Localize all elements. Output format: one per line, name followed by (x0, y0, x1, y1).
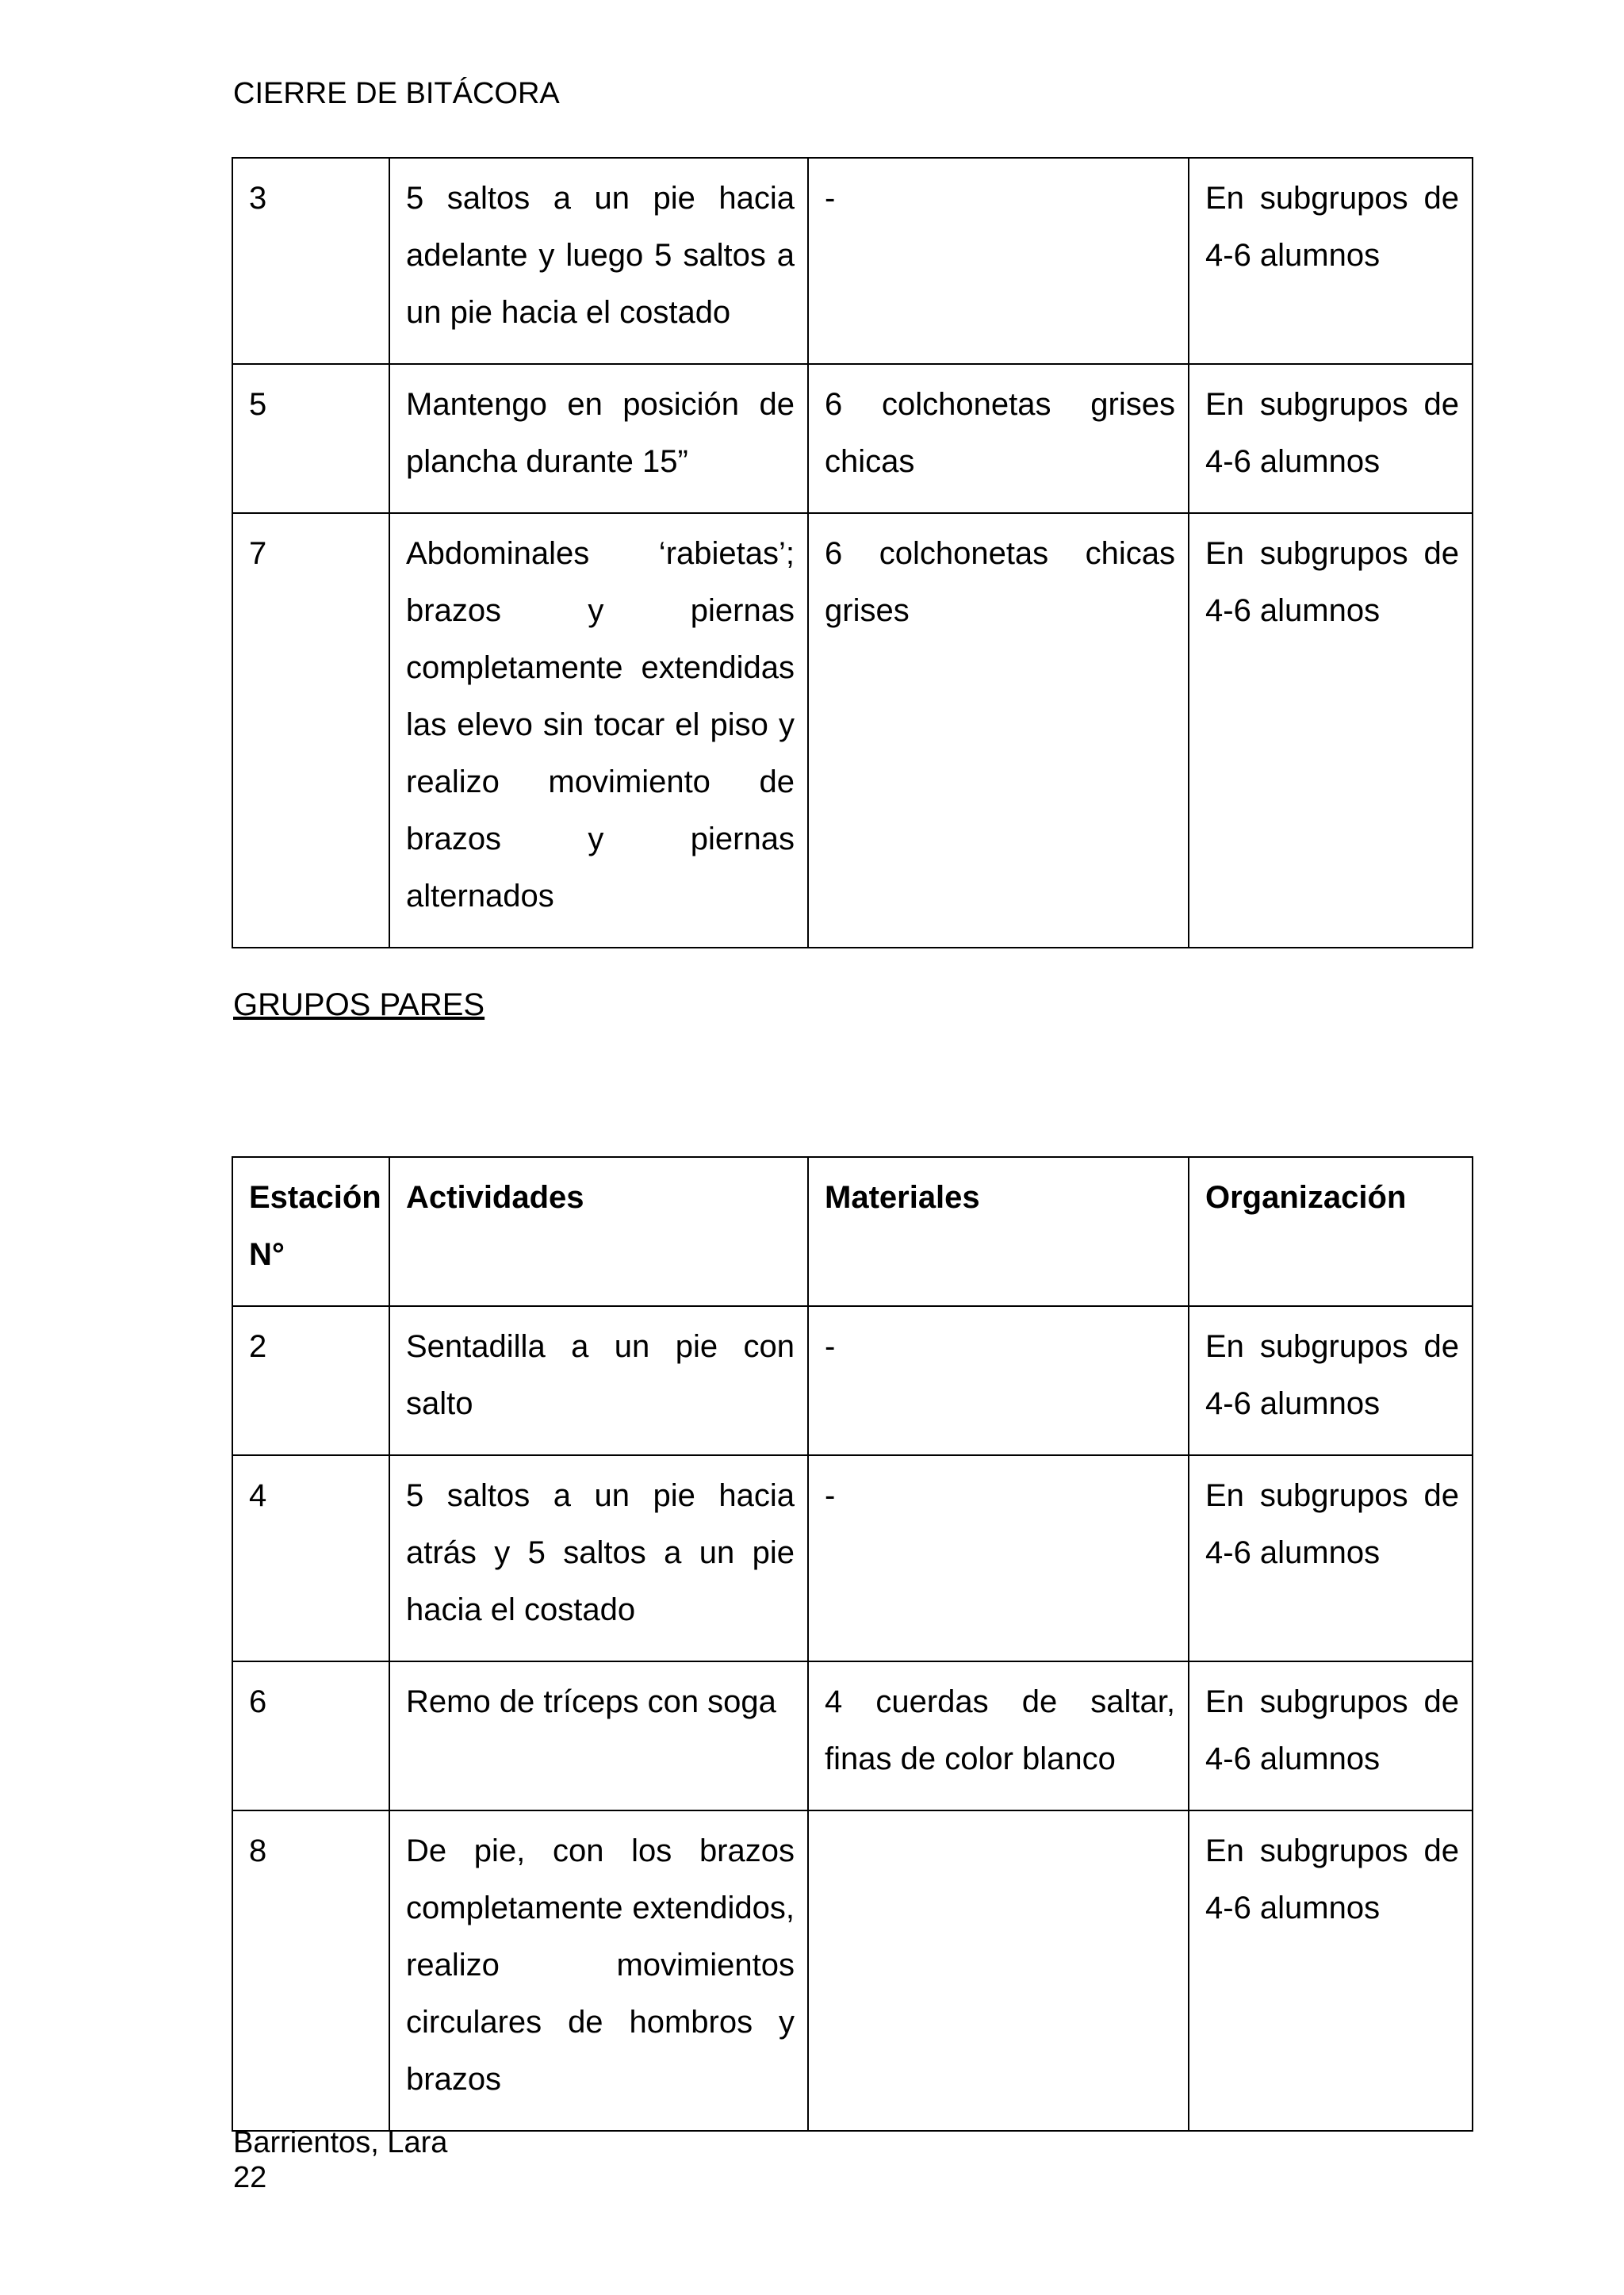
organization-cell: En subgrupos de 4-6 alumnos (1189, 1661, 1473, 1810)
station-number-cell: 2 (232, 1306, 389, 1455)
materials-cell: - (808, 1455, 1189, 1661)
materials-cell: 6 colchonetas chicas grises (808, 513, 1189, 948)
header-activities: Actividades (389, 1157, 808, 1306)
station-number-cell: 8 (232, 1810, 389, 2131)
stations-table-even (232, 1156, 1473, 2132)
materials-cell (808, 1810, 1189, 2131)
table-header-row (232, 1157, 1473, 1306)
organization-cell: En subgrupos de 4-6 alumnos (1189, 513, 1473, 948)
station-number-cell: 3 (232, 158, 389, 364)
activity-cell: Remo de tríceps con soga (389, 1661, 808, 1810)
activity-cell: Abdominales ‘rabietas’; brazos y piernas completamente extendidas las elevo sin tocar el piso y realizo movimiento de brazos y piernas alternados (389, 513, 808, 948)
table-row (232, 1306, 1473, 1455)
activity-cell: 5 saltos a un pie hacia adelante y luego 5 saltos a un pie hacia el costado (389, 158, 808, 364)
page-header-title: CIERRE DE BITÁCORA (233, 77, 560, 110)
materials-cell: - (808, 158, 1189, 364)
activity-cell: 5 saltos a un pie hacia atrás y 5 saltos a un pie hacia el costado (389, 1455, 808, 1661)
organization-cell: En subgrupos de 4-6 alumnos (1189, 1306, 1473, 1455)
table-row (232, 513, 1473, 948)
section-title-grupos-pares: GRUPOS PARES (233, 987, 485, 1022)
station-number-cell: 5 (232, 364, 389, 513)
organization-cell: En subgrupos de 4-6 alumnos (1189, 158, 1473, 364)
materials-cell: - (808, 1306, 1189, 1455)
header-organization: Organización (1189, 1157, 1473, 1306)
footer-author: Barrientos, Lara (233, 2126, 448, 2159)
materials-cell: 6 colchonetas grises chicas (808, 364, 1189, 513)
organization-cell: En subgrupos de 4-6 alumnos (1189, 364, 1473, 513)
activity-cell: Mantengo en posición de plancha durante 15” (389, 364, 808, 513)
activity-cell: Sentadilla a un pie con salto (389, 1306, 808, 1455)
station-number-cell: 4 (232, 1455, 389, 1661)
station-number-cell: 7 (232, 513, 389, 948)
table-row (232, 1810, 1473, 2131)
table-row (232, 1455, 1473, 1661)
materials-cell: 4 cuerdas de saltar, finas de color blanco (808, 1661, 1189, 1810)
header-materials: Materiales (808, 1157, 1189, 1306)
activity-cell: De pie, con los brazos completamente extendidos, realizo movimientos circulares de hombros y brazos (389, 1810, 808, 2131)
footer-page-number: 22 (233, 2161, 267, 2194)
table-row (232, 1661, 1473, 1810)
header-station: Estación N° (232, 1157, 389, 1306)
table-row (232, 158, 1473, 364)
organization-cell: En subgrupos de 4-6 alumnos (1189, 1810, 1473, 2131)
stations-table-odd (232, 157, 1473, 948)
organization-cell: En subgrupos de 4-6 alumnos (1189, 1455, 1473, 1661)
page-footer (233, 2125, 447, 2195)
station-number-cell: 6 (232, 1661, 389, 1810)
table-row (232, 364, 1473, 513)
